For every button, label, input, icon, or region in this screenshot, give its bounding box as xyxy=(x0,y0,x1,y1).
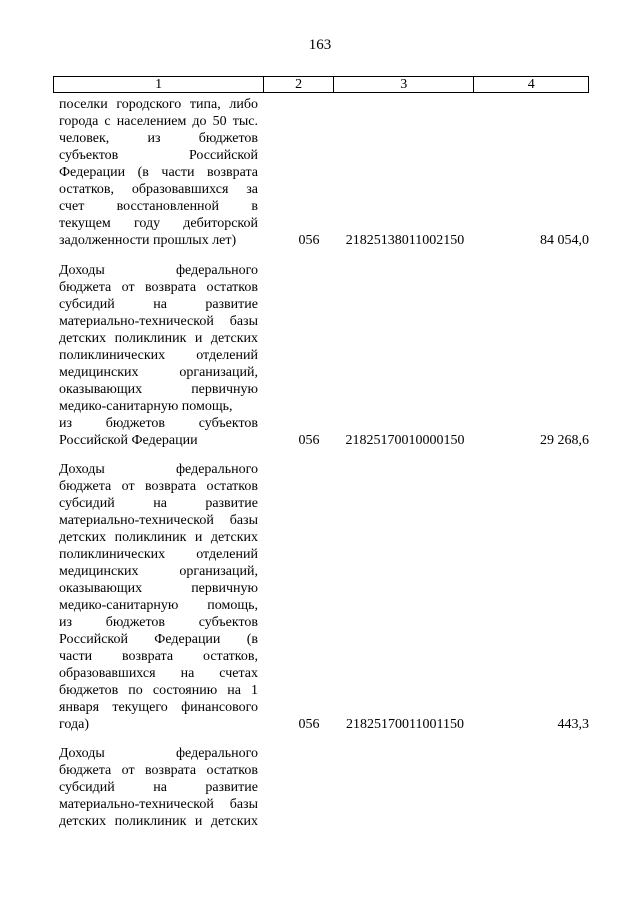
description-line: задолженности прошлых лет) xyxy=(59,233,237,248)
description-line: медицинских организаций, xyxy=(59,564,258,579)
admin-code: 056 xyxy=(298,233,320,248)
description-line: части возврата остатков, xyxy=(59,649,258,664)
description-line: медицинских организаций, xyxy=(59,365,258,380)
description-line: бюджетов по состоянию на 1 xyxy=(59,683,258,698)
header-col-3: 3 xyxy=(334,77,474,92)
description-line: детских поликлиник и детских xyxy=(59,814,258,829)
description-line: субъектов Российской xyxy=(59,148,258,163)
description-line: материально-технической базы xyxy=(59,314,258,329)
amount: 443,3 xyxy=(557,717,589,732)
description-line: бюджета от возврата остатков xyxy=(59,763,258,778)
description-line: текущем году дебиторской xyxy=(59,216,258,231)
description-line: января текущего финансового xyxy=(59,700,258,715)
description-line: детских поликлиник и детских xyxy=(59,530,258,545)
description-line: бюджета от возврата остатков xyxy=(59,479,258,494)
description-line: поселки городского типа, либо xyxy=(59,97,258,112)
description-line: оказывающих первичную xyxy=(59,581,258,596)
header-col-1: 1 xyxy=(54,77,264,92)
description-line: Доходы федерального xyxy=(59,263,258,278)
row-description xyxy=(59,96,258,249)
page-number: 163 xyxy=(308,37,332,53)
description-line: материально-технической базы xyxy=(59,513,258,528)
amount: 84 054,0 xyxy=(540,233,589,248)
table-row xyxy=(59,262,589,449)
header-col-2: 2 xyxy=(264,77,334,92)
description-line: Доходы федерального xyxy=(59,462,258,477)
row-description xyxy=(59,745,258,830)
header-col-4: 4 xyxy=(527,77,535,92)
table-header xyxy=(53,76,589,93)
description-line: оказывающих первичную xyxy=(59,382,258,397)
admin-code: 056 xyxy=(298,433,320,448)
description-line: поликлинических отделений xyxy=(59,348,258,363)
description-line: медико-санитарную помощь, xyxy=(59,399,233,414)
table-row xyxy=(59,96,589,249)
description-line: бюджета от возврата остатков xyxy=(59,280,258,295)
description-line: субсидий на развитие xyxy=(59,496,258,511)
description-line: года) xyxy=(59,717,89,732)
description-line: субсидий на развитие xyxy=(59,780,258,795)
row-description xyxy=(59,262,258,449)
description-line: остатков, образовавшихся за xyxy=(59,182,258,197)
budget-classification-code: 21825138011002150 xyxy=(345,233,465,248)
description-line: счет восстановленной в xyxy=(59,199,258,214)
description-line: детских поликлиник и детских xyxy=(59,331,258,346)
description-line: Федерации (в части возврата xyxy=(59,165,258,180)
description-line: поликлинических отделений xyxy=(59,547,258,562)
amount: 29 268,6 xyxy=(540,433,589,448)
description-line: субсидий на развитие xyxy=(59,297,258,312)
row-description xyxy=(59,461,258,733)
description-line: Российской Федерации (в xyxy=(59,632,258,647)
description-line: материально-технической базы xyxy=(59,797,258,812)
description-line: образовавшихся на счетах xyxy=(59,666,258,681)
admin-code: 056 xyxy=(298,717,320,732)
description-line: человек, из бюджетов xyxy=(59,131,258,146)
description-line: Российской Федерации xyxy=(59,433,198,448)
table-row xyxy=(59,745,589,830)
description-line: города с населением до 50 тыс. xyxy=(59,114,258,129)
budget-classification-code: 21825170011001150 xyxy=(346,717,464,732)
description-line: из бюджетов субъектов xyxy=(59,615,258,630)
budget-classification-code: 21825170010000150 xyxy=(345,433,465,448)
description-line: Доходы федерального xyxy=(59,746,258,761)
table-row xyxy=(59,461,589,733)
description-line: из бюджетов субъектов xyxy=(59,416,258,431)
description-line: медико-санитарную помощь, xyxy=(59,598,258,613)
